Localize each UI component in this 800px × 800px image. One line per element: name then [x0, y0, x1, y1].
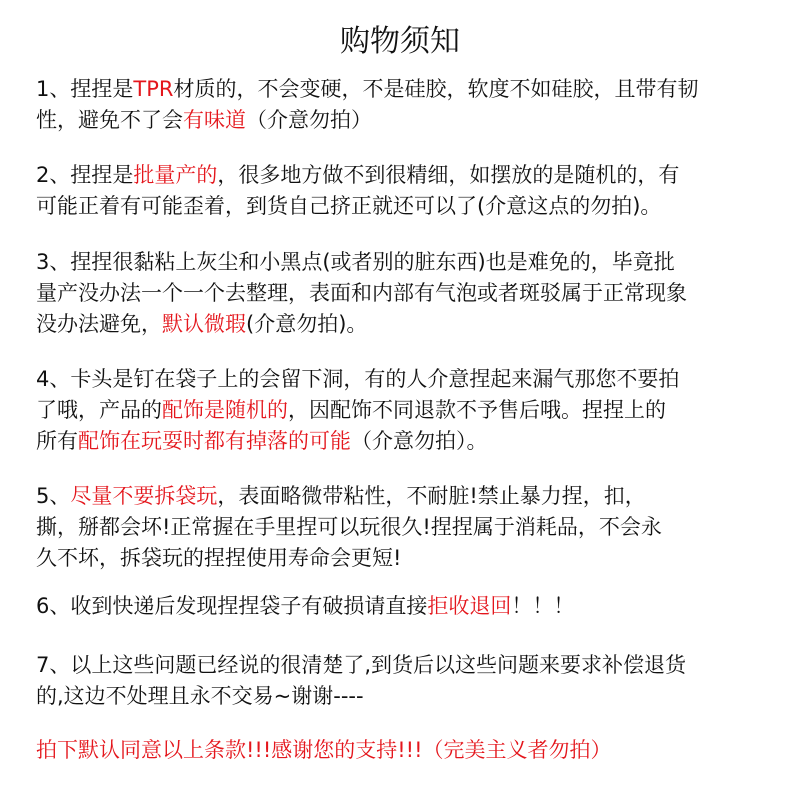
notice-text: 性，避免不了会 [36, 108, 183, 132]
notice-text: 1、捏捏是 [36, 77, 134, 101]
notice-line [36, 395, 776, 426]
notice-text: 了哦，产品的 [36, 398, 162, 422]
notice-line [36, 105, 776, 136]
notice-text: 可能正着有可能歪着，到货自己挤正就还可以了(介意这点的勿拍)。 [36, 194, 662, 218]
notice-line [36, 543, 776, 574]
highlighted-text: 默认微瑕 [162, 312, 246, 336]
notice-line [36, 364, 776, 395]
notice-text: ！！！ [511, 594, 575, 618]
notice-text: ，因配饰不同退款不予售后哦。捏捏上的 [288, 398, 666, 422]
notice-line [36, 650, 776, 681]
highlighted-text: 配饰是随机的 [162, 398, 288, 422]
notice-line [36, 512, 776, 543]
notice-text: 量产没办法一个一个去整理，表面和内部有气泡或者斑驳属于正常现象 [36, 281, 687, 305]
notice-line [36, 681, 776, 712]
highlighted-text: TPR [133, 77, 174, 101]
notice-item-6 [36, 591, 776, 622]
agreement-notice: 拍下默认同意以上条款!!!感谢您的支持!!!（完美主义者勿拍） [36, 738, 612, 762]
notice-text: 3、捏捏很黏粘上灰尘和小黑点(或者别的脏东西)也是难免的，毕竟批 [36, 250, 675, 274]
notice-text: 所有 [36, 429, 78, 453]
notice-line [36, 426, 776, 457]
notice-text: ，很多地方做不到很精细，如摆放的是随机的，有 [217, 163, 680, 187]
notice-line [36, 160, 776, 191]
notice-item-5 [36, 481, 776, 574]
notice-item-3 [36, 247, 776, 340]
highlighted-text: 配饰在玩耍时都有掉落的可能 [78, 429, 351, 453]
notice-text: （介意勿拍）。 [351, 429, 488, 453]
notice-line [36, 309, 776, 340]
notice-line [36, 74, 776, 105]
highlighted-text: 有味道 [183, 108, 246, 132]
notice-text: (介意勿拍)。 [246, 312, 368, 336]
notice-line [36, 191, 776, 222]
notice-text: （介意勿拍） [246, 108, 372, 132]
notice-line [36, 278, 776, 309]
highlighted-text: 批量产的 [133, 163, 218, 187]
notice-text: 撕，掰都会坏!正常握在手里捏可以玩很久!捏捏属于消耗品，不会永 [36, 515, 662, 539]
page-title: 购物须知 [340, 24, 460, 59]
notice-line [36, 591, 776, 622]
notice-text: 5、 [36, 484, 71, 508]
notice-text: 2、捏捏是 [36, 163, 134, 187]
notice-text: 没办法避免， [36, 312, 162, 336]
notice-line [36, 247, 776, 278]
notice-text: 6、收到快递后发现捏捏袋子有破损请直接 [36, 594, 428, 618]
notice-item-2 [36, 160, 776, 222]
notice-line [36, 481, 776, 512]
notice-text: ，表面略微带粘性，不耐脏!禁止暴力捏，扣， [217, 484, 646, 508]
notice-text: 的,这边不处理且永不交易~谢谢---- [36, 684, 364, 708]
notice-text: 7、以上这些问题已经说的很清楚了,到货后以这些问题来要求补偿退货 [36, 653, 687, 677]
notice-text: 4、卡头是钉在袋子上的会留下洞，有的人介意捏起来漏气那您不要拍 [36, 367, 680, 391]
highlighted-text: 尽量不要拆袋玩 [70, 484, 218, 508]
notice-item-7 [36, 650, 776, 712]
notice-item-1 [36, 74, 776, 136]
notice-text: 材质的，不会变硬，不是硅胶，软度不如硅胶，且带有韧 [173, 77, 699, 101]
notice-item-4 [36, 364, 776, 457]
highlighted-text: 拒收退回 [427, 594, 512, 618]
notice-text: 久不坏，拆袋玩的捏捏使用寿命会更短! [36, 546, 402, 570]
